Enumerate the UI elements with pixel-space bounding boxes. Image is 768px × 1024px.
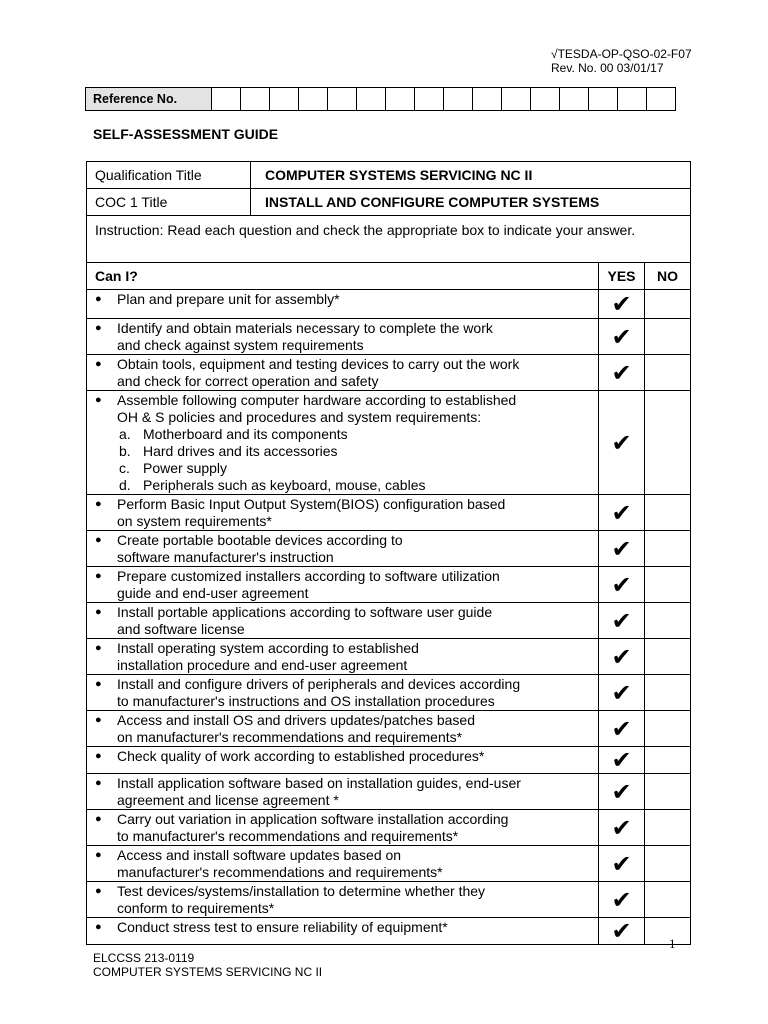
no-checkbox[interactable]	[645, 918, 691, 945]
yes-checkbox[interactable]	[599, 918, 645, 945]
question-item: ● Access and install software updates based on manufacturer's recommendations and requirements*	[87, 846, 599, 882]
footer	[93, 951, 322, 979]
can-i-header: Can I?	[87, 263, 599, 290]
check-mark-icon: ✔	[611, 606, 632, 635]
bullet-icon: ●	[95, 394, 102, 406]
bullet-icon: ●	[95, 813, 102, 825]
no-checkbox[interactable]	[645, 810, 691, 846]
question-item: ● Install and configure drivers of peripherals and devices according to manufacturer's instructions and OS installation procedures	[87, 675, 599, 711]
bullet-icon: ●	[95, 921, 102, 933]
check-mark-icon: ✔	[611, 428, 632, 457]
question-item: ● Conduct stress test to ensure reliability of equipment*	[87, 918, 599, 945]
reference-digit-box[interactable]	[386, 88, 415, 111]
no-checkbox[interactable]	[645, 319, 691, 355]
bullet-icon: ●	[95, 534, 102, 546]
yes-checkbox[interactable]	[599, 355, 645, 391]
bullet-icon: ●	[95, 777, 102, 789]
bullet-icon: ●	[95, 642, 102, 654]
reference-digit-box[interactable]	[560, 88, 589, 111]
reference-digit-box[interactable]	[212, 88, 241, 111]
bullet-icon: ●	[95, 885, 102, 897]
check-mark-icon: ✔	[611, 570, 632, 599]
question-item: ● Assemble following computer hardware according to established OH & S policies and procedures and system requirements: a. Motherboard and its components b. Hard drives and its accessories c. Power supply d. Peripherals such as keyboard, mouse, cables	[87, 391, 599, 495]
bullet-icon: ●	[95, 750, 102, 762]
question-item: ● Access and install OS and drivers updates/patches based on manufacturer's recommendations and requirements*	[87, 711, 599, 747]
no-checkbox[interactable]	[645, 675, 691, 711]
assessment-table	[86, 161, 691, 945]
check-mark-icon: ✔	[611, 678, 632, 707]
no-checkbox[interactable]	[645, 639, 691, 675]
qualification-title-label: Qualification Title	[87, 162, 251, 189]
no-checkbox[interactable]	[645, 567, 691, 603]
question-item: ● Create portable bootable devices according to software manufacturer's instruction	[87, 531, 599, 567]
yes-checkbox[interactable]	[599, 639, 645, 675]
question-item: ● Obtain tools, equipment and testing devices to carry out the work and check for correct operation and safety	[87, 355, 599, 391]
no-column-header: NO	[645, 263, 691, 290]
yes-column-header: YES	[599, 263, 645, 290]
revision-number: Rev. No. 00 03/01/17	[551, 61, 664, 75]
yes-checkbox[interactable]	[599, 675, 645, 711]
yes-checkbox[interactable]	[599, 747, 645, 774]
bullet-icon: ●	[95, 358, 102, 370]
no-checkbox[interactable]	[645, 391, 691, 495]
question-item: ● Install portable applications according to software user guide and software license	[87, 603, 599, 639]
question-item: ● Test devices/systems/installation to determine whether they conform to requirements*	[87, 882, 599, 918]
check-mark-icon: ✔	[611, 498, 632, 527]
check-mark-icon: ✔	[611, 849, 632, 878]
question-item: ● Carry out variation in application software installation according to manufacturer's recommendations and requirements*	[87, 810, 599, 846]
reference-digit-box[interactable]	[473, 88, 502, 111]
reference-digit-box[interactable]	[647, 88, 676, 111]
bullet-icon: ●	[95, 849, 102, 861]
footer-code: ELCCSS 213-0119	[93, 951, 195, 965]
reference-number-table	[85, 87, 676, 111]
no-checkbox[interactable]	[645, 747, 691, 774]
no-checkbox[interactable]	[645, 531, 691, 567]
reference-digit-box[interactable]	[589, 88, 618, 111]
yes-checkbox[interactable]	[599, 846, 645, 882]
no-checkbox[interactable]	[645, 355, 691, 391]
coc-title-value: INSTALL AND CONFIGURE COMPUTER SYSTEMS	[251, 189, 691, 216]
yes-checkbox[interactable]	[599, 531, 645, 567]
check-mark-icon: ✔	[611, 813, 632, 842]
check-mark-icon: ✔	[611, 642, 632, 671]
no-checkbox[interactable]	[645, 603, 691, 639]
question-item: ● Identify and obtain materials necessary to complete the work and check against system requirements	[87, 319, 599, 355]
check-mark-icon: ✔	[611, 777, 632, 806]
question-item: ● Check quality of work according to established procedures*	[87, 747, 599, 774]
check-mark-icon: ✔	[611, 290, 632, 318]
sub-item: c. Power supply	[119, 460, 228, 476]
no-checkbox[interactable]	[645, 290, 691, 319]
bullet-icon: ●	[95, 570, 102, 582]
document-code	[551, 47, 692, 75]
bullet-icon: ●	[95, 293, 102, 305]
question-item: ● Install application software based on installation guides, end-user agreement and license agreement *	[87, 774, 599, 810]
bullet-icon: ●	[95, 606, 102, 618]
check-mark-icon: ✔	[611, 746, 632, 774]
yes-checkbox[interactable]	[599, 810, 645, 846]
yes-checkbox[interactable]	[599, 319, 645, 355]
page-title: SELF-ASSESSMENT GUIDE	[93, 126, 279, 142]
check-mark-icon: ✔	[611, 322, 632, 351]
reference-digit-box[interactable]	[415, 88, 444, 111]
sub-item: d. Peripherals such as keyboard, mouse, cables	[119, 477, 426, 493]
sub-item: b. Hard drives and its accessories	[119, 443, 338, 459]
bullet-icon: ●	[95, 322, 102, 334]
form-code: √TESDA-OP-QSO-02-F07	[551, 47, 692, 61]
bullet-icon: ●	[95, 678, 102, 690]
sub-item: a. Motherboard and its components	[119, 426, 348, 442]
check-mark-icon: ✔	[611, 885, 632, 914]
no-checkbox[interactable]	[645, 495, 691, 531]
question-item: ● Prepare customized installers according to software utilization guide and end-user agreement	[87, 567, 599, 603]
no-checkbox[interactable]	[645, 846, 691, 882]
reference-digit-box[interactable]	[618, 88, 647, 111]
check-mark-icon: ✔	[611, 917, 632, 945]
footer-qualification: COMPUTER SYSTEMS SERVICING NC II	[93, 965, 323, 979]
reference-digit-box[interactable]	[299, 88, 328, 111]
yes-checkbox[interactable]	[599, 603, 645, 639]
question-item: ● Perform Basic Input Output System(BIOS) configuration based on system requirements*	[87, 495, 599, 531]
yes-checkbox[interactable]	[599, 495, 645, 531]
yes-checkbox[interactable]	[599, 774, 645, 810]
bullet-icon: ●	[95, 498, 102, 510]
reference-digit-box[interactable]	[444, 88, 473, 111]
yes-checkbox[interactable]	[599, 290, 645, 319]
reference-digit-box[interactable]	[241, 88, 270, 111]
reference-digit-box[interactable]	[357, 88, 386, 111]
yes-checkbox[interactable]	[599, 567, 645, 603]
question-item: ● Plan and prepare unit for assembly*	[87, 290, 599, 319]
no-checkbox[interactable]	[645, 711, 691, 747]
yes-checkbox[interactable]	[599, 711, 645, 747]
reference-digit-box[interactable]	[502, 88, 531, 111]
qualification-title-value: COMPUTER SYSTEMS SERVICING NC II	[251, 162, 691, 189]
check-mark-icon: ✔	[611, 358, 632, 387]
question-item: ● Install operating system according to established installation procedure and end-user agreement	[87, 639, 599, 675]
instruction-text: Instruction: Read each question and check the appropriate box to indicate your answer.	[87, 216, 691, 263]
no-checkbox[interactable]	[645, 774, 691, 810]
check-mark-icon: ✔	[611, 534, 632, 563]
coc-title-label: COC 1 Title	[87, 189, 251, 216]
reference-number-label: Reference No.	[86, 88, 212, 111]
bullet-icon: ●	[95, 714, 102, 726]
reference-digit-box[interactable]	[270, 88, 299, 111]
check-mark-icon: ✔	[611, 714, 632, 743]
yes-checkbox[interactable]	[599, 391, 645, 495]
page-number: 1	[669, 936, 676, 951]
reference-digit-box[interactable]	[328, 88, 357, 111]
reference-digit-box[interactable]	[531, 88, 560, 111]
no-checkbox[interactable]	[645, 882, 691, 918]
yes-checkbox[interactable]	[599, 882, 645, 918]
